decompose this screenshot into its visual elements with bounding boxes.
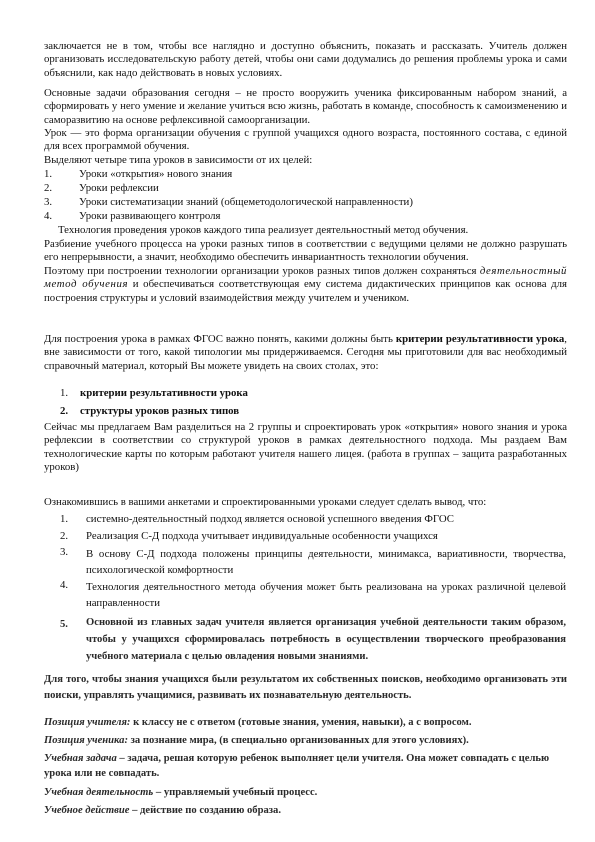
definition-term: Учебная задача: [44, 753, 117, 764]
list-number: 3.: [60, 546, 69, 558]
definition-learning-activity: Учебная деятельность – управляемый учебный процесс.: [44, 787, 318, 798]
definition-term: Позиция учителя:: [44, 717, 131, 728]
paragraph-group-work: Сейчас мы предлагаем Вам разделиться на 2 группы и спроектировать урок «открытия» нового знания и урока рефлексии в соответствии со структурой уроков в рамках деятельностного подхода. Мы раздаем Вам технологические карты по которым работают учителя нашего лицея. (работа в группах – защита разработанных уроков): [44, 421, 567, 474]
list-text: Технология деятельностного метода обучения может быть реализована на уроках различной целевой направленности: [86, 581, 566, 609]
paragraph-lesson-types-intro: Выделяют четыре типа уроков в зависимости от их целей:: [44, 154, 313, 166]
paragraph-continuity: Разбиение учебного процесса на уроки разных типов в соответствии с ведущими целями не должно разрушать его непрерывности, а значит, необходимо обеспечить инвариантность технологии обучения.: [44, 238, 567, 264]
paragraph-technology: Технология проведения уроков каждого типа реализует деятельностный метод обучения.: [58, 224, 469, 236]
definition-term: Учебная деятельность: [44, 787, 154, 798]
list-number: 2.: [60, 530, 69, 542]
definition-term: Учебное действие: [44, 805, 130, 816]
list-number: 4.: [60, 579, 69, 591]
paragraph-activity-method: Поэтому при построении технологии организации уроков разных типов должен сохраняться деятельностный метод обучения и обеспечиваться соответствующая ему система дидактических принципов как основа для построения структуры и условий взаимодействия между учителем и учеником.: [44, 265, 567, 304]
paragraph-conclusion-intro: Ознакомившись в вашими анкетами и спроектированными уроками следует сделать вывод, что:: [44, 496, 487, 508]
list-number: 1.: [60, 513, 69, 525]
list-text: Реализация С-Д подхода учитывает индивидуальные особенности учащихся: [86, 530, 438, 542]
list-number: 1.: [44, 168, 53, 180]
paragraph-criteria: Для построения урока в рамках ФГОС важно понять, какими должны быть критерии результативности урока, вне зависимости от того, какой типологии мы придерживаемся. Сегодня мы приготовили для вас необходимый справочный материал, который Вы можете увидеть на своих столах, это:: [44, 333, 567, 372]
list-text: Уроки рефлексии: [79, 182, 159, 194]
emphasis-activity-method: деятельностный метод обучения: [44, 265, 567, 291]
list-number: 2.: [44, 182, 53, 194]
list-text: критерии результативности урока: [80, 387, 248, 399]
list-number: 1.: [60, 387, 69, 399]
emphasis-criteria: критерии результативности урока: [395, 333, 565, 345]
list-number: 5.: [60, 619, 68, 630]
list-text: структуры уроков разных типов: [80, 405, 240, 417]
paragraph-intro: заключается не в том, чтобы все наглядно и доступно объяснить, показать и рассказать. Учитель должен организовать исследовательскую работу детей, чтобы они сами додумались до решения проблемы урока и сами объяснили, как надо действовать в новых условиях.: [44, 40, 567, 79]
paragraph-search: Для того, чтобы знания учащихся были результатом их собственных поисков, необходимо организовать эти поиски, управлять учащимися, развивать их познавательную деятельность.: [44, 674, 567, 701]
list-text: Уроки развивающего контроля: [79, 210, 221, 222]
definition-teacher-position: Позиция учителя: к классу не с ответом (готовые знания, умения, навыки), а с вопросом.: [44, 717, 472, 728]
definition-learning-task: Учебная задача – задача, решая которую ребенок выполняет цели учителя. Она может совпадать с целью урока или не совпадать.: [44, 753, 550, 779]
definition-learning-action: Учебное действие – действие по созданию образа.: [44, 805, 281, 816]
paragraph-education-goals: Основные задачи образования сегодня – не просто вооружить ученика фиксированным набором знаний, а сформировать у него умение и желание учиться всю жизнь, работать в команде, способность к самоизменению и саморазвитию на основе рефлексивной самоорганизации.: [44, 87, 567, 126]
list-text: Основной из главных задач учителя является организация учебной деятельности таким образом, чтобы у учащихся сформировалась потребность в осуществлении творческого преобразования учебного материала с целью овладения новыми знаниями.: [86, 617, 566, 662]
list-text: В основу С-Д подхода положены принципы деятельности, минимакса, вариативности, творчества, психологической комфортности: [86, 548, 566, 576]
definition-student-position: Позиция ученика: за познание мира, (в специально организованных для этого условиях).: [44, 735, 469, 746]
list-text: Уроки «открытия» нового знания: [79, 168, 233, 180]
paragraph-lesson-definition: Урок — это форма организации обучения с группой учащихся одного возраста, постоянного состава, с единой для всех программой обучения.: [44, 127, 567, 153]
list-text: Уроки систематизации знаний (общеметодологической направленности): [79, 196, 413, 208]
list-number: 2.: [60, 405, 69, 417]
list-text: системно-деятельностный подход является основой успешного введения ФГОС: [86, 513, 454, 525]
definition-term: Позиция ученика:: [44, 735, 128, 746]
list-number: 4.: [44, 210, 53, 222]
list-number: 3.: [44, 196, 53, 208]
